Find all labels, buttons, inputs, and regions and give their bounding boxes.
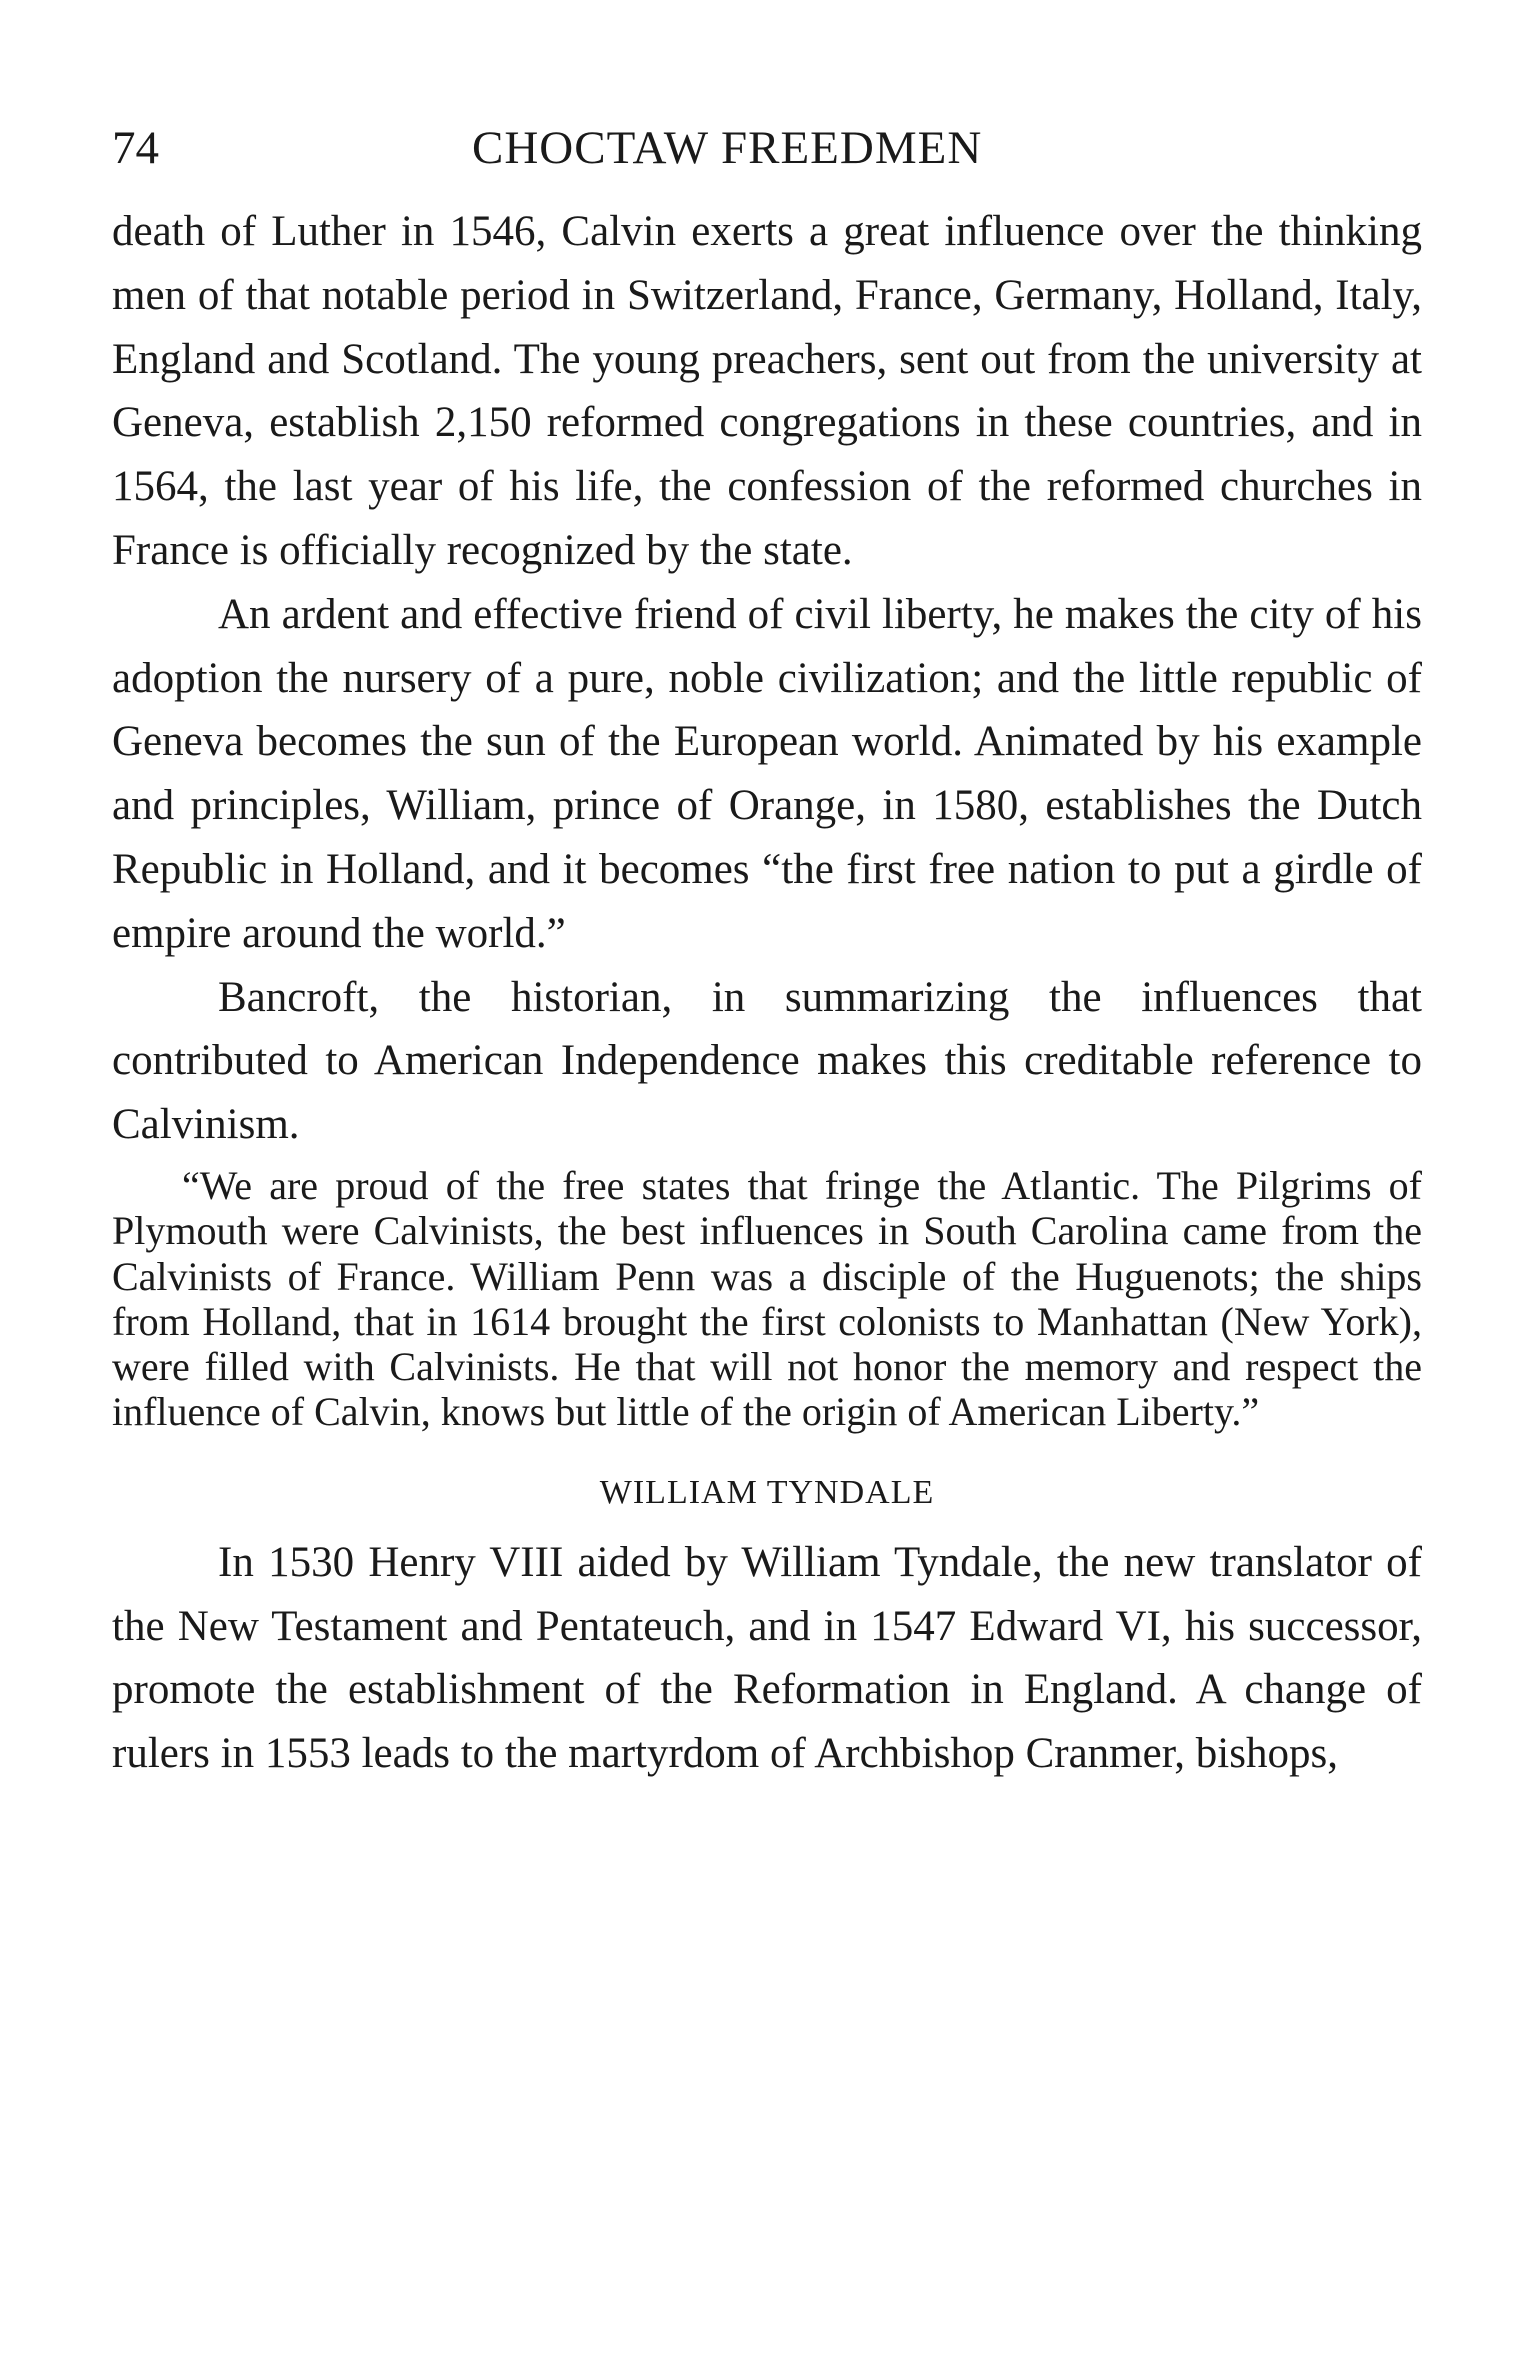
paragraph-bancroft: Bancroft, the historian, in summarizing the influences that contributed to American Independence makes this creditable reference to Calvinism. [112,973,1422,1149]
paragraph-civil-liberty: An ardent and effective friend of civil liberty, he makes the city of his adoption the nursery of a pure, noble civilization; and the little republic of Geneva becomes the sun of the European world. Animated by his example and principles, William, prince of Orange, in 1580, establishes the Dutch Republic in Holland, and it becomes “the first free nation to put a girdle of empire around the world.” [112,590,1422,957]
paragraph-calvin-influence: death of Luther in 1546, Calvin exerts a great influence over the thinking men of that notable period in Switzerland, France, Germany, Holland, Italy, England and Scotland. The young preachers, sent out from the university at Geneva, establish 2,150 reformed congregations in these countries, and in 1564, the last year of his life, the confession of the reformed churches in France is officially recognized by the state. [112,208,1422,574]
running-title: CHOCTAW FREEDMEN [472,122,983,174]
block-quote-bancroft: “We are proud of the free states that fringe the Atlantic. The Pilgrims of Plymouth were Calvinists, the best influences in South Carolina came from the Calvinists of France. William Penn was a disciple of the Huguenots; the ships from Holland, that in 1614 brought the first colonists to Manhattan (New York), were filled with Calvinists. He that will not honor the memory and respect the influence of Calvin, knows but little of the origin of American Liberty.” [112,1162,1422,1435]
running-head [112,108,1422,188]
paragraph-tyndale: In 1530 Henry VIII aided by William Tyndale, the new translator of the New Testament and Pentateuch, and in 1547 Edward VI, his successor, promote the establishment of the Reformation in England. A change of rulers in 1553 leads to the martyrdom of Archbishop Cranmer, bishops, [112,1538,1422,1778]
page-number: 74 [112,122,159,174]
section-heading-tyndale: WILLIAM TYNDALE [599,1473,935,1511]
book-page [112,108,1422,1786]
